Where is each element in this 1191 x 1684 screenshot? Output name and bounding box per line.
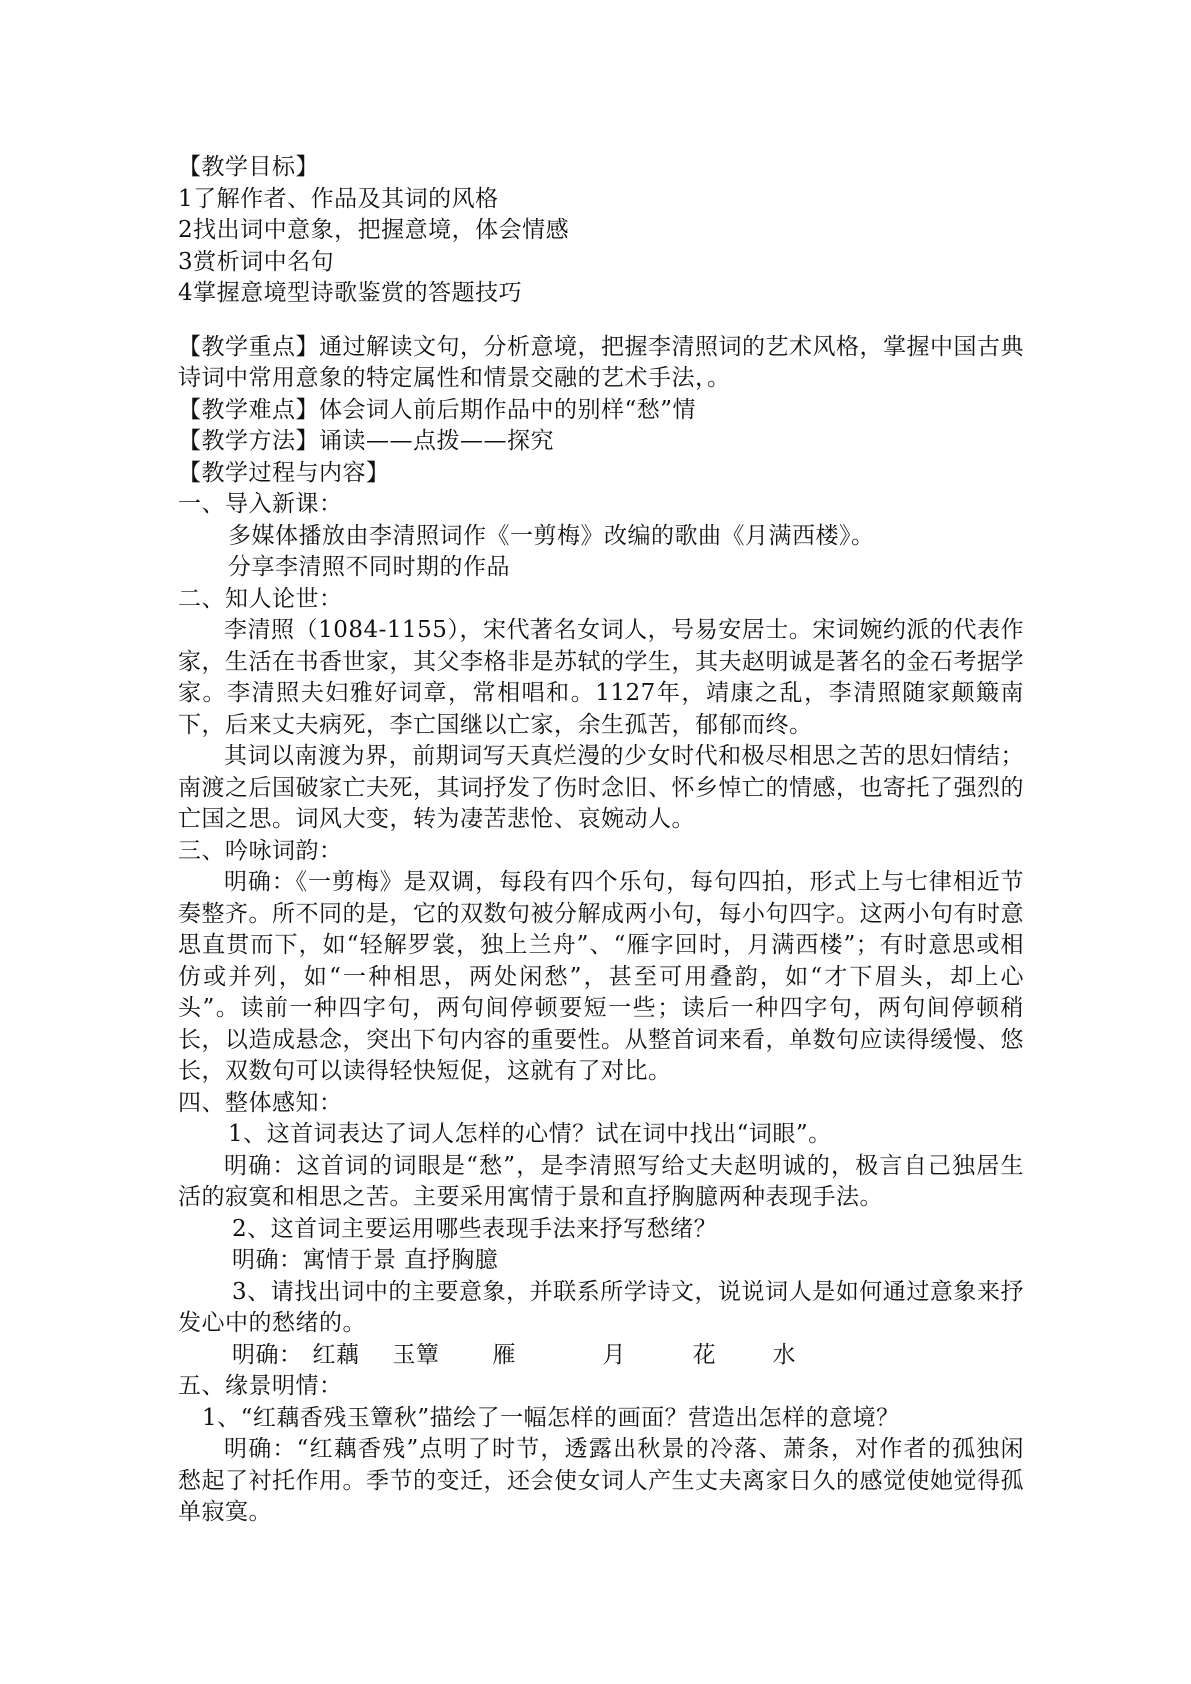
paragraph-line: 分享李清照不同时期的作品: [228, 554, 510, 580]
rhythm-paragraph: 明确：《一剪梅》是双调，每段有四个乐句，每句四拍，形式上与七律相近节奏整齐。所不同的是，它的双数句被分解成两小句，每小句四字。这两小句有时意思直贯而下，如“轻解罗裳，独上兰舟”、“雁字回时，月满西楼”；有时意思或相仿或并列，如“一种相思，两处闲愁”，甚至可用叠韵，如“才下眉头，却上心头”。读前一种四字句，两句间停顿要短一些；读后一种四字句，两句间停顿稍长，以造成悬念，突出下句内容的重要性。从整首词来看，单数句应读得缓慢、悠长，双数句可以读得轻快短促，这就有了对比。: [178, 869, 1024, 1084]
section-title: 三、吟咏词韵：: [178, 837, 343, 864]
style-paragraph: 其词以南渡为界，前期词写天真烂漫的少女时代和极尽相思之苦的思妇情结；南渡之后国破家亡夫死，其词抒发了伤时念旧、怀乡悼亡的情感，也寄托了强烈的亡国之思。词风大变，转为凄苦悲怆、哀婉动人。: [178, 743, 1024, 832]
author-bio-paragraph: 李清照（1084-1155），宋代著名女词人，号易安居士。宋词婉约派的代表作家，生活在书香世家，其父李格非是苏轼的学生，其夫赵明诚是著名的金石考据学家。李清照夫妇雅好词章，常相唱和。1127年，靖康之乱，李清照随家颠簸南下，后来丈夫病死，李亡国继以亡家，余生孤苦，郁郁而终。: [178, 617, 1024, 738]
question-1: 1、“红藕香残玉簟秋”描绘了一幅怎样的画面？营造出怎样的意境？: [202, 1404, 900, 1431]
section-title: 一、导入新课：: [178, 491, 343, 517]
imagery-item: 雁: [492, 1341, 516, 1368]
objective-item: 2找出词中意象，把握意境，体会情感: [178, 217, 570, 243]
objective-item: 4掌握意境型诗歌鉴赏的答题技巧: [178, 280, 523, 306]
objective-item: 3赏析词中名句: [178, 248, 335, 275]
process-heading: 【教学过程与内容】: [178, 459, 390, 486]
section-title: 四、整体感知：: [178, 1089, 343, 1116]
imagery-item: 玉簟: [392, 1341, 440, 1368]
question-1: 1、这首词表达了词人怎样的心情？试在词中找出“词眼”。: [228, 1121, 832, 1147]
difficulty: 【教学难点】体会词人前后期作品中的别样“愁”情: [178, 396, 697, 423]
answer-1: 明确：“红藕香残”点明了时节，透露出秋景的冷落、萧条，对作者的孤独闲愁起了衬托作用。季节的变迁，还会使女词人产生丈夫离家日久的感觉使她觉得孤单寂寞。: [178, 1436, 1024, 1525]
question-2: 2、这首词主要运用哪些表现手法来抒写愁绪？: [232, 1215, 718, 1242]
imagery-answer: [178, 1340, 1024, 1372]
paragraph-line: 多媒体播放由李清照词作《一剪梅》改编的歌曲《月满西楼》。: [228, 522, 875, 549]
section-title: 二、知人论世：: [178, 585, 343, 612]
spacer: [178, 310, 1024, 332]
section-title: 五、缘景明情：: [178, 1373, 343, 1399]
objective-item: 1了解作者、作品及其词的风格: [178, 185, 499, 212]
key-points: 【教学重点】通过解读文句，分析意境，把握李清照词的艺术风格，掌握中国古典诗词中常用意象的特定属性和情景交融的艺术手法，。: [178, 333, 1024, 391]
answer-1: 明确：这首词的词眼是“愁”，是李清照写给丈夫赵明诚的，极言自己独居生活的寂寞和相思之苦。主要采用寓情于景和直抒胸臆两种表现手法。: [178, 1152, 1024, 1210]
imagery-item: 红藕: [312, 1341, 360, 1368]
imagery-item: 月: [602, 1341, 626, 1368]
imagery-item: 花: [692, 1341, 716, 1368]
teaching-method: 【教学方法】诵读——点拨——探究: [178, 428, 554, 454]
question-3: 3、请找出词中的主要意象，并联系所学诗文，说说词人是如何通过意象来抒发心中的愁绪的。: [178, 1278, 1024, 1336]
answer-label: 明确：: [232, 1341, 303, 1368]
imagery-item: 水: [772, 1341, 796, 1368]
answer-2: 明确：寓情于景 直抒胸臆: [232, 1247, 499, 1273]
objectives-heading: 【教学目标】: [178, 154, 319, 180]
lesson-plan-page: [178, 152, 1024, 1529]
